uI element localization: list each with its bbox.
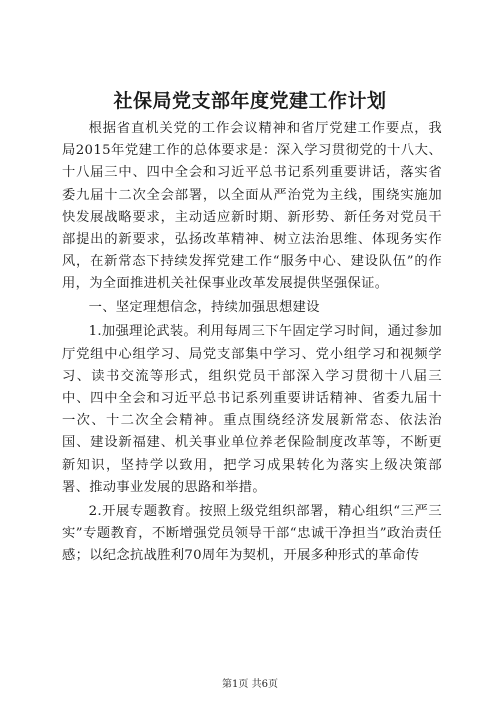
intro-paragraph: 根据省直机关党的工作会议精神和省厅党建工作要点，我局2015年党建工作的总体要求是：深入学习贯彻党的十八大、十八届三中、四中全会和习近平总书记系列重要讲话，落实省委九届十二次全会部署，以全面从严治党为主线，围绕实施加快发展战略要求，主动适应新时期、新形势、新任务对党员干部提出的新要求，弘扬改革精神、树立法治思维、体现务实作风，在新常态下持续发挥党建工作“服务中心、建设队伍”的作用，为全面推进机关社保事业改革发展提供坚强保证。 <box>62 121 442 292</box>
page-footer: 第1页 共6页 <box>222 679 278 690</box>
document-body <box>62 118 442 569</box>
document-title: 社保局党支部年度党建工作计划 <box>113 90 387 112</box>
section-heading: 一、坚定理想信念，持续加强思想建设 <box>88 300 320 316</box>
item-1-paragraph: 1.加强理论武装。利用每周三下午固定学习时间，通过参加厅党组中心组学习、局党支部集中学习、党小组学习和视频学习、读书交流等形式，组织党员干部深入学习贯彻十八届三中、四中全会和习近平总书记系列重要讲话精神、省委九届十一次、十二次全会精神。重点围绕经济发展新常态、依法治国、建设新福建、机关事业单位养老保险制度改革等，不断更新知识，坚持学以致用，把学习成果转化为落实上级决策部署、推动事业发展的思路和举措。 <box>62 324 442 495</box>
item-2-paragraph: 2.开展专题教育。按照上级党组织部署，精心组织“三严三实”专题教育，不断增强党员领导干部“忠诚干净担当”政治责任感；以纪念抗战胜利70周年为契机，开展多种形式的革命传 <box>62 503 442 564</box>
